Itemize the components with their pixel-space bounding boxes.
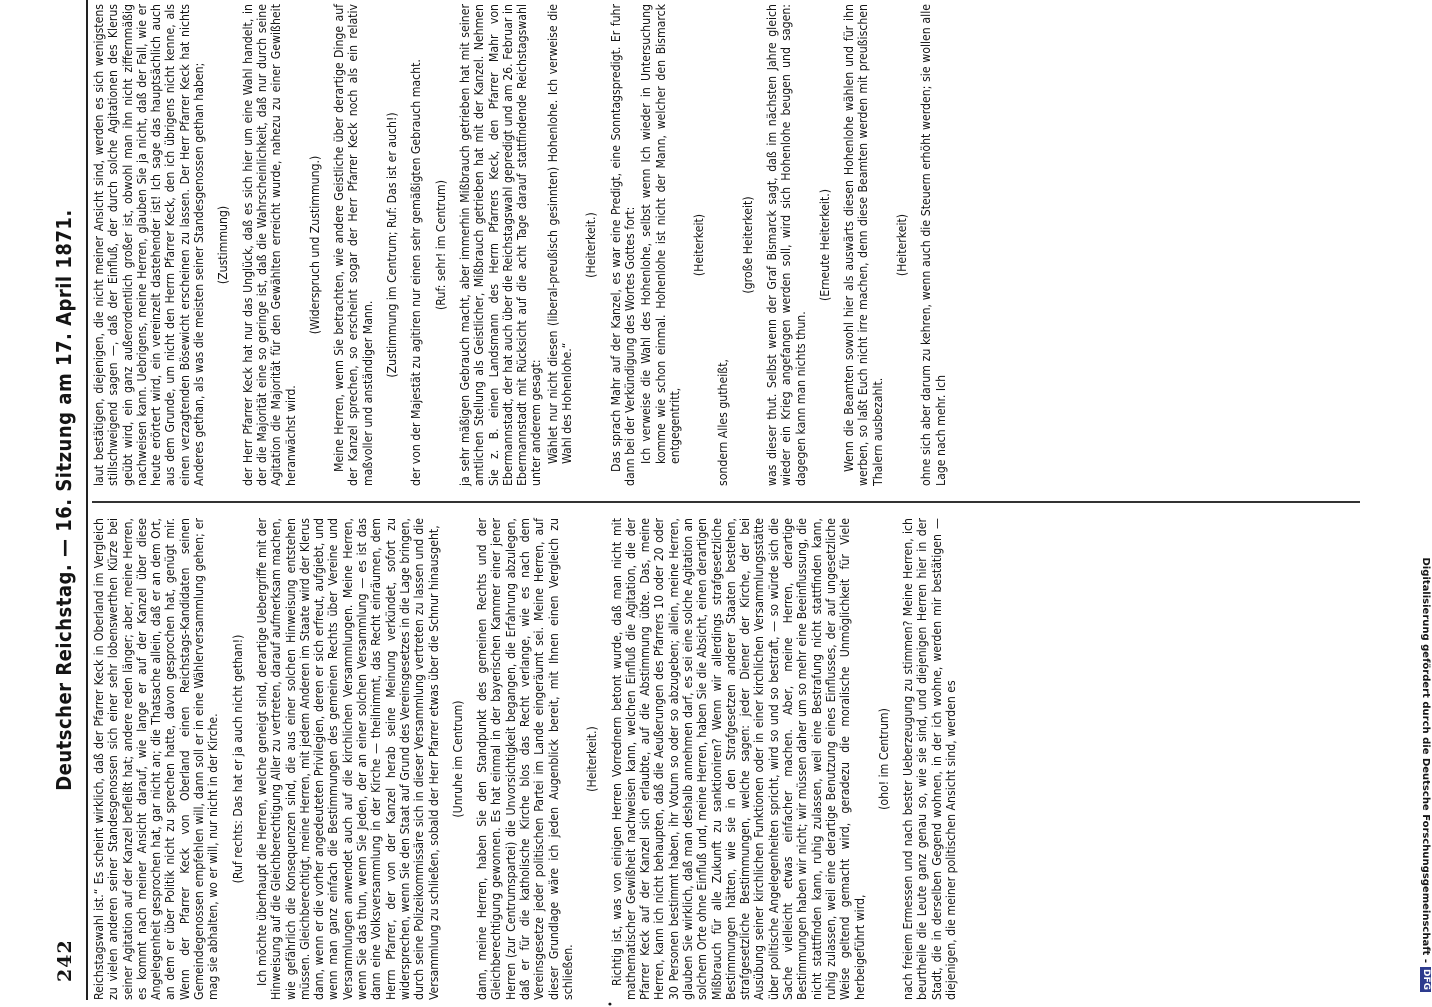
paragraph: nach freiem Ermessen und nach bester Ueberzeugung zu stimmen? Meine Herren, ich beurtheile die Leute ganz genau so, wie sie sind, und diejenigen Herren hier in der Stadt, die in derselben Gegend wohnen, in der ich wohne, werden mir bestätigen — diejenigen, die meiner politischen Ansicht sind, werden es [901, 518, 959, 1000]
dfg-logo: DFG [1421, 968, 1431, 990]
interjection: (Zustimmung) [216, 205, 231, 285]
footer-mark: • [604, 1001, 617, 1007]
page-title: Deutscher Reichstag. — 16. Sitzung am 17. April 1871. [52, 209, 76, 791]
header-rule [86, 0, 88, 1000]
page-number: 242 [54, 939, 76, 982]
right-column [92, 4, 1360, 486]
paragraph: Ich möchte überhaupt die Herren, welche geneigt sind, derartige Uebergriffe mit der Hinweisung auf die Gleichberechtigung Aller zu vertreten, darauf aufmerksam machen, wie gefährlich die Konsequenzen sind, die aus einer solchen Hinweisung entstehen müssen. Gleichberechtigt, meine Herren, mit jedem Anderen im Staate wird der Klerus dann, wenn er die vorher angedeuteten Privilegien, deren er sich erfreut, aufgiebt, und wenn man ganz einfach die Bestimmungen des gemeinen Rechts über Vereine und Versammlungen anwendet auch auf die kirchlichen Versammlungen. Meine Herren, wenn Sie das thun, wenn Sie Jeden, der an einer solchen Versammlung — es ist das dann eine Volksversammlung in der Kirche — theilnimmt, das Recht einräumen, dem Herrn Pfarrer, der von der Kanzel herab seine Meinung verkündet, sofort zu widersprechen, wenn Sie den Staat auf Grund des Vereinsgesetzes in die Lage bringen, durch seine Polizeikommissäre sich in dieser Versammlung vertreten zu lassen und die Versammlung zu schließen, sobald der Herr Pfarrer etwas über die Schnur hinausgeht, [254, 518, 441, 1000]
paragraph: Das sprach Mahr auf der Kanzel, es war eine Predigt, eine Sonntagspredigt. Er fuhr dann bei der Verkündigung des Wortes Gottes fort: [608, 4, 637, 486]
interjection: (Widerspruch und Zustimmung.) [307, 155, 322, 335]
running-head [52, 0, 82, 1000]
paragraph: Richtig ist, was von einigen Herren Vorrednern betont wurde, daß man nicht mit mathematischer Gewißheit nachweisen kann, welchen Einfluß die Agitation, die der Pfarrer Keck auf der Kanzel sich erlaubte, auf die Abstimmung übte. Das, meine Herren, kann ich nicht behaupten, daß die Aeußerungen des Pfarrers 10 oder 20 oder 30 Personen bestimmt haben, ihr Votum so oder so abzugeben; allein, meine Herren, glauben Sie wirklich, daß man deshalb annehmen darf, es sei eine solche Agitation an solchem Orte ohne Einfluß und, meine Herren, haben Sie die Absicht, einen derartigen Mißbrauch für alle Zukunft zu sanktioniren? Wenn wir allerdings strafgesetzliche Bestimmungen hätten, wie sie in den Strafgesetzen anderer Staaten bestehen, strafgesetzliche Bestimmungen, welche sagen: jeder Diener der Kirche, der bei Ausübung seiner kirchlichen Funktionen oder in einer kirchlichen Versammlungsstätte über politische Angelegenheiten spricht, wird so und so bestraft, — so würde sich die Sache vielleicht etwas einfacher machen. Aber, meine Herren, derartige Bestimmungen haben wir nicht; wir müssen daher um so mehr eine Beeinflussung, die nicht stattfinden kann, ruhig zulassen, weil eine Bestrafung nicht stattfinden kann, ruhig zulassen, weil eine derartige Benutzung eines Einflusses, der auf ungesetzliche Weise geltend gemacht wird, geradezu die moralische Unmöglichkeit für Viele herbeigeführt wird, [609, 518, 867, 1000]
digitization-credit-text: Digitalisierung gefördert durch die Deutsche Forschungsgemeinschaft - [1420, 557, 1431, 963]
interjection: (Erneute Heiterkeit.) [817, 188, 832, 302]
paragraph: der von der Majestät zu agitiren nur einen sehr gemäßigten Gebrauch macht. [409, 59, 424, 486]
interjection: (Heiterkeit.) [585, 726, 600, 792]
interjection: (Ruf rechts: Das hat er ja auch nicht gethan!) [230, 634, 245, 884]
paragraph: der Herr Pfarrer Keck hat nur das Unglück, daß es sich hier um eine Wahl handelt, in der die Majorität eine so geringe ist, daß die Wahrscheinlichkeit, daß nur durch seine Agitation die Majorität für den Gewählten erreicht wurde, nahezu zu einer Gewißheit heranwächst wird. [240, 4, 298, 486]
interjection: (Heiterkeit) [692, 213, 707, 277]
paragraph: Wenn die Beamten sowohl hier als auswärts diesen Hohenlohe wählen und für ihn werben, so laßt Euch nicht irre machen, denn diese Beamten werden mit preußischen Thalern ausbezahlt. [842, 4, 885, 486]
paragraph: dann, meine Herren, haben Sie den Standpunkt des gemeinen Rechts und der Gleichberechtigung gewonnen. Es hat einmal in der bayerischen Kammer einer jener Herren (zur Centrumspartei) die Unvorsichtigkeit begangen, die Erfahrung abzulegen, daß er für die katholische Kirche blos das Recht verlange, wie es nach dem Vereinsgesetze jeder politischen Partei im Lande eingeräumt sei. Meine Herren, auf dieser Grundlage wäre ich jeden Augenblick bereit, mit Ihnen einen Vergleich zu schließen. [475, 518, 575, 1000]
interjection: (Heiterkeit) [895, 213, 910, 277]
interjection: (Heiterkeit.) [584, 212, 599, 278]
paragraph: ja sehr mäßigen Gebrauch macht, aber immerhin Mißbrauch getrieben hat mit seiner amtlichen Stellung als Geistlicher, Mißbrauch getrieben hat mit der Kanzel. Nehmen Sie z. B. einen Landsmann des Herrn Pfarrers Keck, den Pfarrer Mahr von Ebermannstadt, der hat auch über die Reichstagswahl gepredigt und am 26. Februar in Ebermannstadt mit Rücksicht auf die acht Tage darauf stattfindende Reichstagswahl unter anderem gesagt: [457, 4, 544, 486]
interjection: (große Heiterkeit) [740, 196, 755, 294]
interjection: (Ruf: sehr! im Centrum) [433, 180, 448, 310]
interjection: (Zustimmung im Centrum; Ruf: Das ist er auch!) [385, 112, 400, 378]
paragraph: Meine Herren, wenn Sie betrachten, wie andere Geistliche über derartige Dinge auf der Kanzel sprechen, so erscheint sogar der Herr Pfarrer Keck noch als ein relativ maßvoller und anständiger Mann. [332, 4, 375, 486]
paragraph: laut bestätigen, diejenigen, die nicht meiner Ansicht sind, werden es sich wenigstens stillschweigend sagen —, daß der Einfluß, der durch solche Agitationen des Klerus geübt wird, ein ganz außerordentlich großer ist, obwohl man ihn nicht ziffernmäßig nachweisen kann. Uebrigens, meine Herren, glauben Sie ja nicht, daß der Fall, wie er heute erörtert wird, ein vereinzelt dastehender ist! Ich sage das hauptsächlich auch aus dem Grunde, um nicht den Herrn Pfarrer Keck, den ich übrigens nicht kenne, als einen verzagtenden Bösewicht erscheinen zu lassen. Der Herr Pfarrer Keck hat nichts Anderes gethan, als was die meisten seiner Standesgenossen gethan haben; [92, 4, 207, 486]
digitization-credit [1419, 8, 1432, 992]
left-column [92, 518, 1360, 1007]
interjection: (Unruhe im Centrum) [450, 700, 465, 818]
paragraph: was dieser thut. Selbst wenn der Graf Bismarck sagt, daß im nächsten Jahre gleich wieder ein Krieg angefangen werden soll, wird sich Hohenlohe beugen und sagen: dagegen kann man nichts thun. [764, 4, 808, 486]
paragraph: ohne sich aber darum zu kehren, wenn auch die Steuern erhöht werden; sie wollen alle Lage nach mehr. Ich [919, 4, 948, 486]
paragraph: Reichstagswahl ist.“ Es scheint wirklich, daß der Pfarrer Keck in Oberland im Vergleich zu vielen anderen seiner Standesgenossen sich einer sehr lobenswerthen Kürze bei seiner Agitation auf der Kanzel befleißt hat; andere reden länger; aber, meine Herren, es kommt nach meiner Ansicht darauf, wie lange er auf der Kanzel über diese Angelegenheit gesprochen hat, gar nicht an; die Thatsache allein, daß er an dem Ort, an dem er über Politik nicht zu sprechen hatte, davon gesprochen hat, genügt mir. Wenn der Pfarrer Keck von Oberland einen Reichstags-Kandidaten seinen Gemeindegenossen empfehlen will, dann soll er in eine Wählerversammlung gehen; er mag sie abhalten, wo er will, nur nicht in der Kirche. [92, 518, 221, 1000]
paragraph: sondern Alles gutheißt, [716, 359, 731, 486]
paragraph: Ich verweise die Wahl des Hohenlohe, selbst wenn Ich wieder in Untersuchung komme wie schon einmal. Hohenlohe ist nicht der Mann, welcher den Bismarck entgegentritt, [639, 4, 682, 464]
column-divider [92, 502, 1360, 504]
paragraph: Wählet nur nicht diesen (liberal-preußisch gesinnten) Hohenlohe. Ich verweise die Wahl des Hohenlohe.“ [545, 4, 575, 464]
interjection: (oho! im Centrum) [876, 708, 891, 810]
